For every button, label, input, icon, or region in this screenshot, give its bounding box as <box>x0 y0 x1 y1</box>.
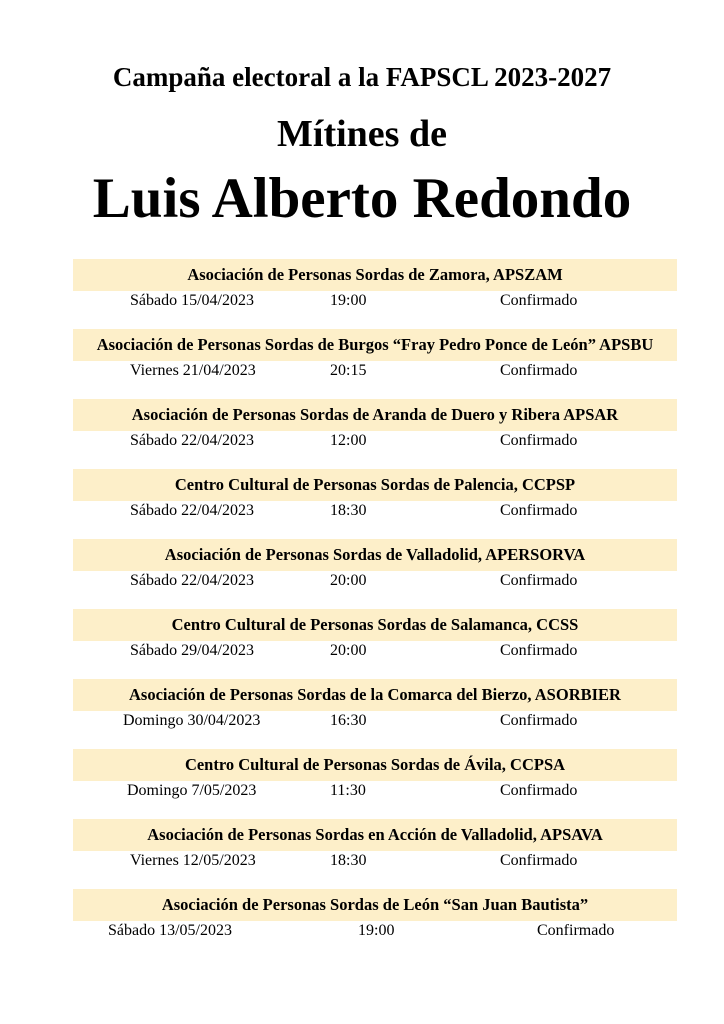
event-time: 20:00 <box>330 572 367 589</box>
event-item <box>73 609 677 679</box>
event-date: Sábado 13/05/2023 <box>108 922 232 939</box>
event-association: Asociación de Personas Sordas de la Comarca del Bierzo, ASORBIER <box>73 679 677 711</box>
event-association: Asociación de Personas Sordas de Aranda de Duero y Ribera APSAR <box>73 399 677 431</box>
event-status: Confirmado <box>500 712 578 729</box>
event-association: Asociación de Personas Sordas de Burgos “Fray Pedro Ponce de León” APSBU <box>73 329 677 361</box>
event-time: 12:00 <box>330 432 367 449</box>
event-details <box>73 711 677 733</box>
event-time: 20:15 <box>330 362 367 379</box>
event-association: Asociación de Personas Sordas en Acción de Valladolid, APSAVA <box>73 819 677 851</box>
event-time: 16:30 <box>330 712 367 729</box>
event-item <box>73 469 677 539</box>
event-date: Viernes 21/04/2023 <box>130 362 256 379</box>
candidate-name: Luis Alberto Redondo <box>92 167 632 230</box>
event-status: Confirmado <box>500 572 578 589</box>
event-details <box>73 291 677 313</box>
event-item <box>73 399 677 469</box>
event-time: 18:30 <box>330 502 367 519</box>
event-time: 18:30 <box>330 852 367 869</box>
event-time: 11:30 <box>330 782 366 799</box>
event-details <box>73 851 677 873</box>
event-status: Confirmado <box>500 852 578 869</box>
event-item <box>73 679 677 749</box>
event-association: Centro Cultural de Personas Sordas de Salamanca, CCSS <box>73 609 677 641</box>
event-date: Domingo 30/04/2023 <box>123 712 261 729</box>
event-association: Asociación de Personas Sordas de Valladolid, APERSORVA <box>73 539 677 571</box>
event-status: Confirmado <box>500 502 578 519</box>
event-status: Confirmado <box>500 432 578 449</box>
event-item <box>73 539 677 609</box>
rallies-subtitle: Mítines de <box>277 113 447 155</box>
event-date: Sábado 22/04/2023 <box>130 502 254 519</box>
event-time: 19:00 <box>358 922 395 939</box>
event-status: Confirmado <box>500 782 578 799</box>
event-status: Confirmado <box>500 292 578 309</box>
event-association: Centro Cultural de Personas Sordas de Palencia, CCPSP <box>73 469 677 501</box>
event-item <box>73 329 677 399</box>
event-details <box>73 921 677 943</box>
event-details <box>73 781 677 803</box>
campaign-title: Campaña electoral a la FAPSCL 2023-2027 <box>112 62 612 92</box>
event-date: Domingo 7/05/2023 <box>127 782 257 799</box>
event-details <box>73 361 677 383</box>
event-date: Sábado 15/04/2023 <box>130 292 254 309</box>
event-association: Asociación de Personas Sordas de Zamora, APSZAM <box>73 259 677 291</box>
event-item <box>73 749 677 819</box>
event-date: Sábado 29/04/2023 <box>130 642 254 659</box>
event-item <box>73 259 677 329</box>
event-details <box>73 571 677 593</box>
event-item <box>73 889 677 943</box>
event-date: Sábado 22/04/2023 <box>130 432 254 449</box>
event-details <box>73 501 677 523</box>
event-status: Confirmado <box>500 642 578 659</box>
event-date: Viernes 12/05/2023 <box>130 852 256 869</box>
event-details <box>73 431 677 453</box>
event-date: Sábado 22/04/2023 <box>130 572 254 589</box>
event-time: 20:00 <box>330 642 367 659</box>
event-item <box>73 819 677 889</box>
event-status: Confirmado <box>537 922 615 939</box>
event-status: Confirmado <box>500 362 578 379</box>
event-association: Asociación de Personas Sordas de León “San Juan Bautista” <box>73 889 677 921</box>
event-time: 19:00 <box>330 292 367 309</box>
events-list <box>73 259 677 943</box>
event-association: Centro Cultural de Personas Sordas de Ávila, CCPSA <box>73 749 677 781</box>
event-details <box>73 641 677 663</box>
